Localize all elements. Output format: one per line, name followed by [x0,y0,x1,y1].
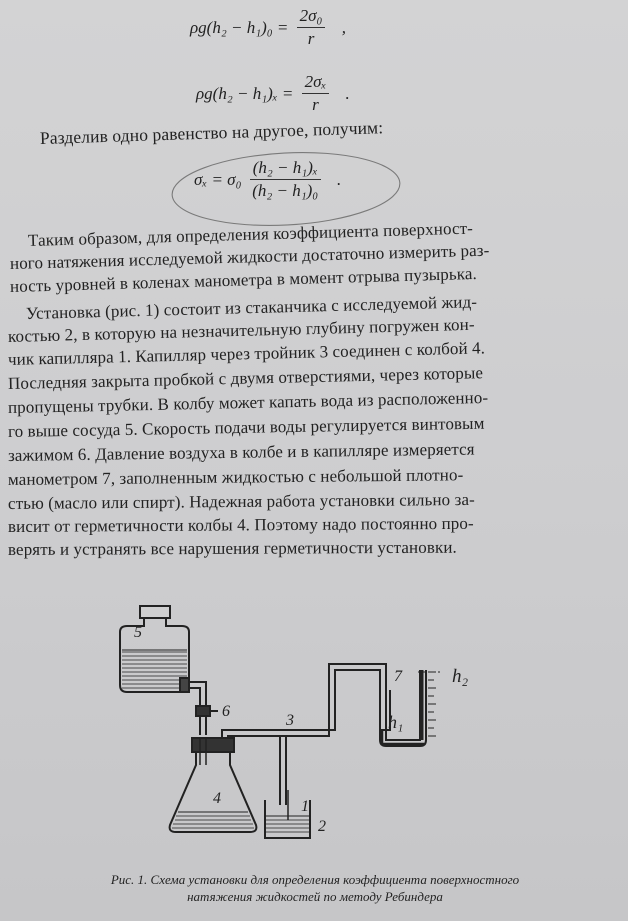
label-4: 4 [213,790,221,807]
figure-caption-line-2: натяжения жидкостей по методу Ребиндера [187,889,443,904]
label-5: 5 [134,624,142,641]
equation-1 [190,6,346,49]
paragraph-2-line: зажимом 6. Давление воздуха в колбе и в капилляре измеряется [7,439,475,465]
label-1: 1 [301,798,309,815]
label-3: 3 [286,712,294,729]
label-2: 2 [318,818,326,835]
equation-3-lhs: σₓ = σ₀ [194,169,242,189]
paragraph-2-line: костью 2, в которую на незначительную глубину погружен кон- [7,314,475,346]
label-h2: h₂ [452,666,469,687]
equation-1-numerator: 2σ₀ [297,6,326,28]
paragraph-2-line: пропущены трубки. В колбу может капать вода из расположенно- [7,387,489,417]
label-6: 6 [222,703,230,720]
paragraph-1-line: ного натяжения исследуемой жидкости достаточно измерить раз- [9,240,490,273]
water-vessel-5 [120,606,189,692]
equation-1-denominator: r [307,29,315,48]
paragraph-2-line: верять и устранять все нарушения герметичности установки. [7,537,457,559]
equation-2-punct: . [345,83,350,103]
intro-text: Разделив одно равенство на другое, получим: [39,117,384,148]
paragraph-2-line: манометром 7, заполненным жидкостью с небольшой плотно- [7,465,464,489]
figure-caption-line-1: Рис. 1. Схема установки для определения коэффициента поверхностного [110,872,520,887]
paragraph-1-line: Таким образом, для определения коэффициента поверхност- [27,218,474,250]
equation-2 [196,72,350,115]
label-h1: h₁ [388,712,404,732]
paragraph-2-line: стью (масло или спирт). Надежная работа установки сильно за- [7,489,475,513]
equation-2-numerator: 2σₓ [302,72,330,94]
equation-2-fraction [302,72,330,115]
equation-3 [194,158,341,201]
flask-4 [170,738,257,832]
equation-1-fraction [297,6,326,49]
paragraph-2-line: Последняя закрыта пробкой с двумя отверстиями, через которые [7,363,484,393]
paragraph-2-line: Установка (рис. 1) состоит из стаканчика с исследуемой жид- [25,292,478,323]
equation-3-fraction [250,158,321,201]
equation-1-punct: , [341,17,346,37]
paragraph-2-line: чик капилляра 1. Капилляр через тройник 3 соединен с колбой 4. [7,338,486,369]
label-7: 7 [394,668,402,685]
equation-3-numerator: (h₂ − h₁)ₓ [250,158,321,180]
paragraph-2-line: го выше сосуда 5. Скорость подачи воды регулируется винтовым [7,413,485,441]
rebinder-apparatus-figure [100,590,520,860]
paragraph-2-line: висит от герметичности колбы 4. Поэтому надо постоянно про- [7,513,474,536]
equation-2-denominator: r [312,95,319,114]
paragraph-1-line: ность уровней в коленах манометра в момент отрыва пузырька. [9,263,478,296]
equation-2-lhs: ρg(h₂ − h₁)ₓ = [196,83,294,103]
screw-clamp-6 [196,706,218,716]
equation-3-denominator: (h₂ − h₁)₀ [252,181,319,200]
equation-3-punct: . [336,169,342,189]
equation-1-lhs: ρg(h₂ − h₁)₀ = [190,17,289,37]
